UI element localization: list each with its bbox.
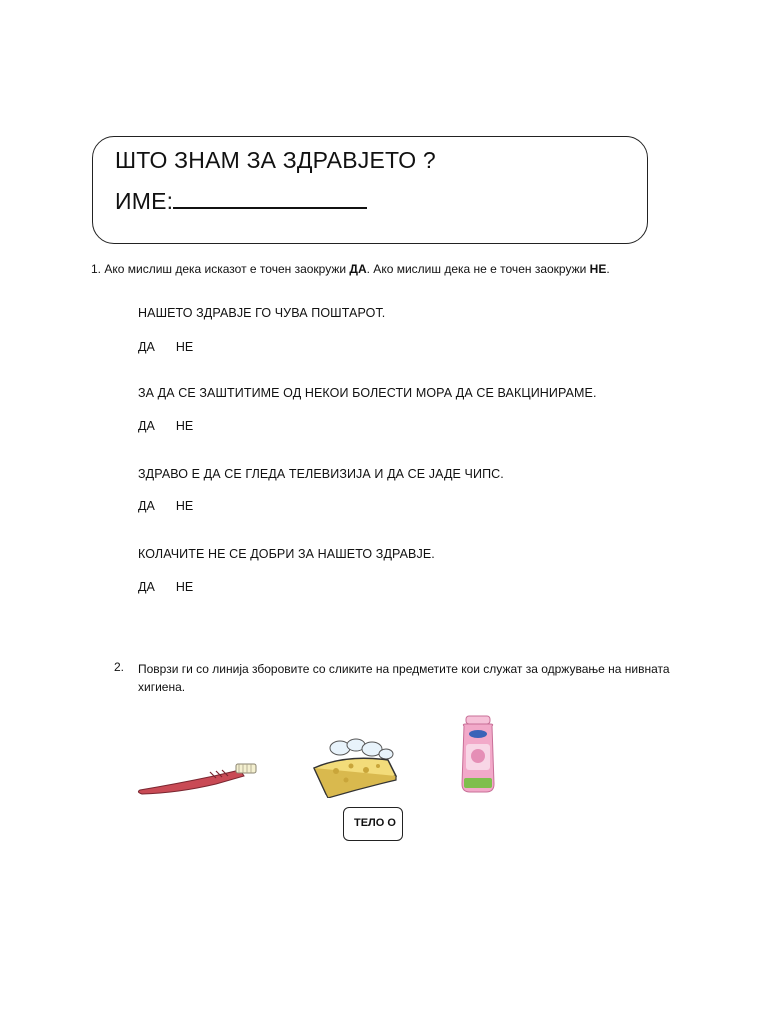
instruction-part2: . Ако мислиш дека не е точен заокружи [366, 262, 590, 276]
instruction-yes: ДА [349, 262, 367, 276]
shampoo-bottle-image[interactable] [458, 714, 498, 794]
name-label: ИМЕ: [115, 188, 174, 214]
name-line [115, 187, 367, 215]
answer-yes-1[interactable]: ДА [138, 340, 155, 354]
answer-yes-3[interactable]: ДА [138, 499, 155, 513]
task1-instruction [91, 262, 610, 276]
sponge-image[interactable] [306, 736, 402, 798]
title-box [92, 136, 648, 244]
instruction-no: НЕ [589, 262, 607, 276]
task2-number: 2. [114, 660, 125, 674]
toothbrush-image[interactable] [136, 760, 260, 796]
name-blank[interactable] [173, 187, 367, 209]
worksheet-title: ШТО ЗНАМ ЗА ЗДРАВЈЕТО ? [115, 147, 436, 173]
answer-no-4[interactable]: НЕ [175, 580, 194, 594]
answer-no-1[interactable]: НЕ [175, 340, 194, 354]
instruction-part1: 1. Ако мислиш дека исказот е точен заокружи [91, 262, 350, 276]
question-1: НАШЕТО ЗДРАВЈЕ ГО ЧУВА ПОШТАРОТ. [138, 306, 386, 320]
task2-instruction: Поврзи ги со линија зборовите со сликите на предметите кои служат за одржување на нивната хигиена. [138, 662, 670, 694]
instruction-end: . [606, 262, 610, 276]
answer-yes-2[interactable]: ДА [138, 419, 155, 433]
answer-row-2 [138, 419, 193, 433]
answer-yes-4[interactable]: ДА [138, 580, 155, 594]
answer-row-4 [138, 580, 193, 594]
answer-row-1 [138, 340, 193, 354]
answer-row-3 [138, 499, 193, 513]
answer-no-3[interactable]: НЕ [175, 499, 194, 513]
question-4: КОЛАЧИТЕ НЕ СЕ ДОБРИ ЗА НАШЕТО ЗДРАВЈЕ. [138, 547, 435, 561]
question-3: ЗДРАВО Е ДА СЕ ГЛЕДА ТЕЛЕВИЗИЈА И ДА СЕ ЈАДЕ ЧИПС. [138, 467, 504, 481]
question-2: ЗА ДА СЕ ЗАШТИТИМЕ ОД НЕКОИ БОЛЕСТИ МОРА ДА СЕ ВАКЦИНИРАМЕ. [138, 386, 597, 400]
answer-no-2[interactable]: НЕ [175, 419, 194, 433]
word-box-telo[interactable]: ТЕЛО О [343, 807, 403, 841]
